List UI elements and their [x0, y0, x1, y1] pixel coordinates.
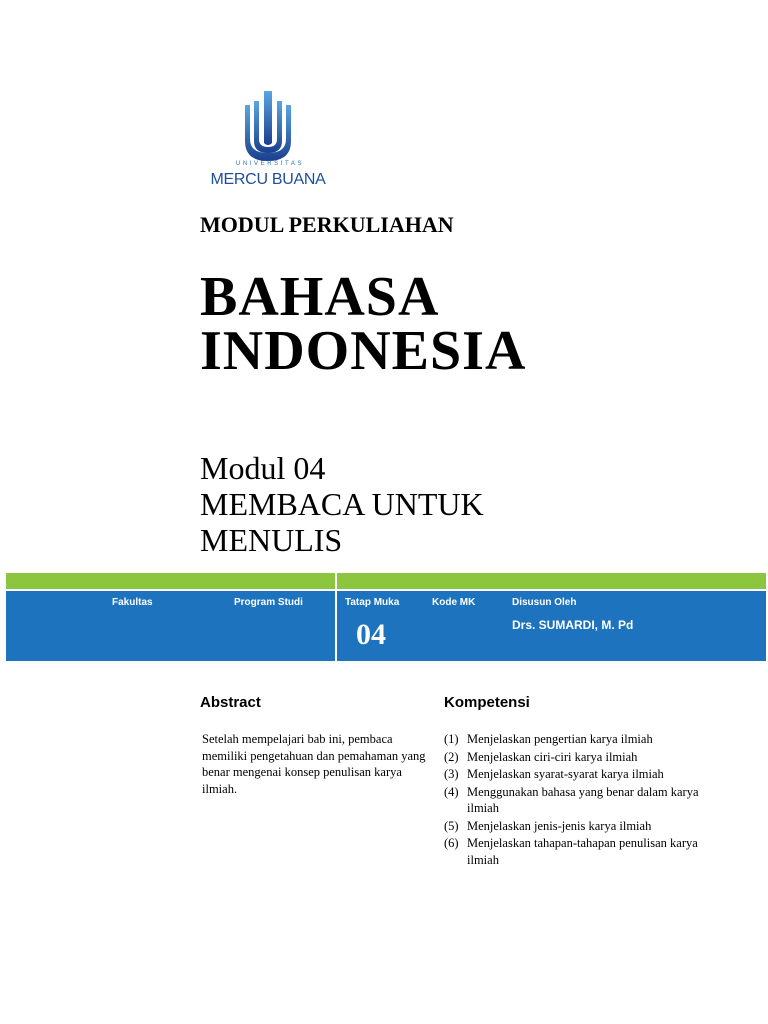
meeting-value: 04: [356, 618, 386, 651]
course-code-header: Kode MK: [432, 597, 476, 608]
faculty-header: Fakultas: [112, 597, 153, 608]
course-title-line2: INDONESIA: [200, 320, 527, 382]
competence-item-text: Menggunakan bahasa yang benar dalam karya ilmiah: [467, 784, 699, 815]
competence-item-text: Menjelaskan tahapan-tahapan penulisan karya ilmiah: [467, 836, 698, 867]
competence-item-number: (6): [444, 836, 459, 850]
module-heading: [200, 450, 484, 558]
competence-item-text: Menjelaskan pengertian karya ilmiah: [467, 732, 653, 746]
competence-item: [444, 818, 704, 835]
competence-item-number: (5): [444, 818, 459, 833]
competence-heading: Kompetensi: [444, 694, 530, 711]
abstract-heading: Abstract: [200, 694, 261, 711]
university-emblem-icon: [198, 87, 338, 167]
competence-item-text: Menjelaskan syarat-syarat karya ilmiah: [467, 767, 664, 781]
competence-item-number: (3): [444, 767, 459, 781]
competence-item-number: (2): [444, 749, 459, 764]
info-band-separator: [335, 573, 337, 661]
competence-item: [444, 835, 704, 868]
competence-item: [444, 784, 704, 817]
competence-item-number: (1): [444, 732, 459, 746]
competence-item: [444, 749, 704, 766]
module-title-line2: MENULIS: [200, 522, 343, 558]
info-band-top-stripe: [6, 573, 766, 589]
competence-item: [444, 766, 704, 783]
meeting-header: Tatap Muka: [345, 597, 400, 608]
competence-item-number: (4): [444, 784, 459, 799]
university-logo: [198, 87, 338, 197]
logo-small-text: UNIVERSITAS: [235, 161, 305, 167]
course-title: [200, 266, 527, 382]
module-title-line1: MEMBACA UNTUK: [200, 486, 484, 522]
competence-list: [444, 731, 704, 869]
competence-item-text: Menjelaskan ciri-ciri karya ilmiah: [467, 749, 638, 764]
author-header: Disusun Oleh: [512, 597, 577, 608]
document-type-label: MODUL PERKULIAHAN: [200, 212, 454, 237]
competence-item-text: Menjelaskan jenis-jenis karya ilmiah: [467, 818, 652, 833]
program-header: Program Studi: [234, 597, 303, 608]
abstract-text: Setelah mempelajari bab ini, pembaca memiliki pengetahuan dan pemahaman yang benar mengenai konsep penulisan karya ilmiah.: [202, 732, 426, 796]
logo-university-name: MERCU BUANA: [210, 171, 326, 188]
competence-item: [444, 731, 704, 748]
author-value: Drs. SUMARDI, M. Pd: [512, 618, 634, 632]
course-title-line1: BAHASA: [200, 266, 440, 328]
module-number: Modul 04: [200, 450, 326, 486]
